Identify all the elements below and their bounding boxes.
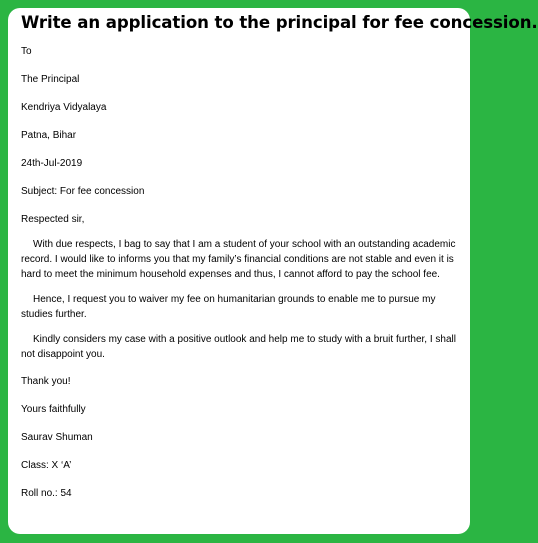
letter-closing: Yours faithfully [21,404,86,415]
letter-thanks: Thank you! [21,376,71,387]
letter-salutation: Respected sir, [21,214,85,225]
letter-signature-name: Saurav Shuman [21,432,93,443]
letter-date: 24th-Jul-2019 [21,158,83,169]
letter-roll-number: Roll no.: 54 [21,488,72,499]
letter-to: To [21,46,32,57]
letter-paragraph-3: Kindly considers my case with a positive outlook and help me to study with a bruit further, I shall not disappoint you. [21,334,456,360]
letter-recipient: The Principal [21,74,80,85]
letter-card [8,8,538,534]
letter-paragraph-1: With due respects, I bag to say that I am a student of your school with an outstanding academic record. I would like to informs you that my family’s financial conditions are not stable and even it is hard to meet the minimum household expenses and thus, I cannot afford to pay the school fee. [21,239,456,280]
letter-school: Kendriya Vidyalaya [21,102,107,113]
page-title: Write an application to the principal for fee concession. [21,13,538,32]
letter-place: Patna, Bihar [21,130,77,141]
letter-class: Class: X ‘A’ [21,460,72,471]
letter-subject: Subject: For fee concession [21,186,145,197]
letter-paragraph-2: Hence, I request you to waiver my fee on humanitarian grounds to enable me to pursue my studies further. [21,294,436,320]
